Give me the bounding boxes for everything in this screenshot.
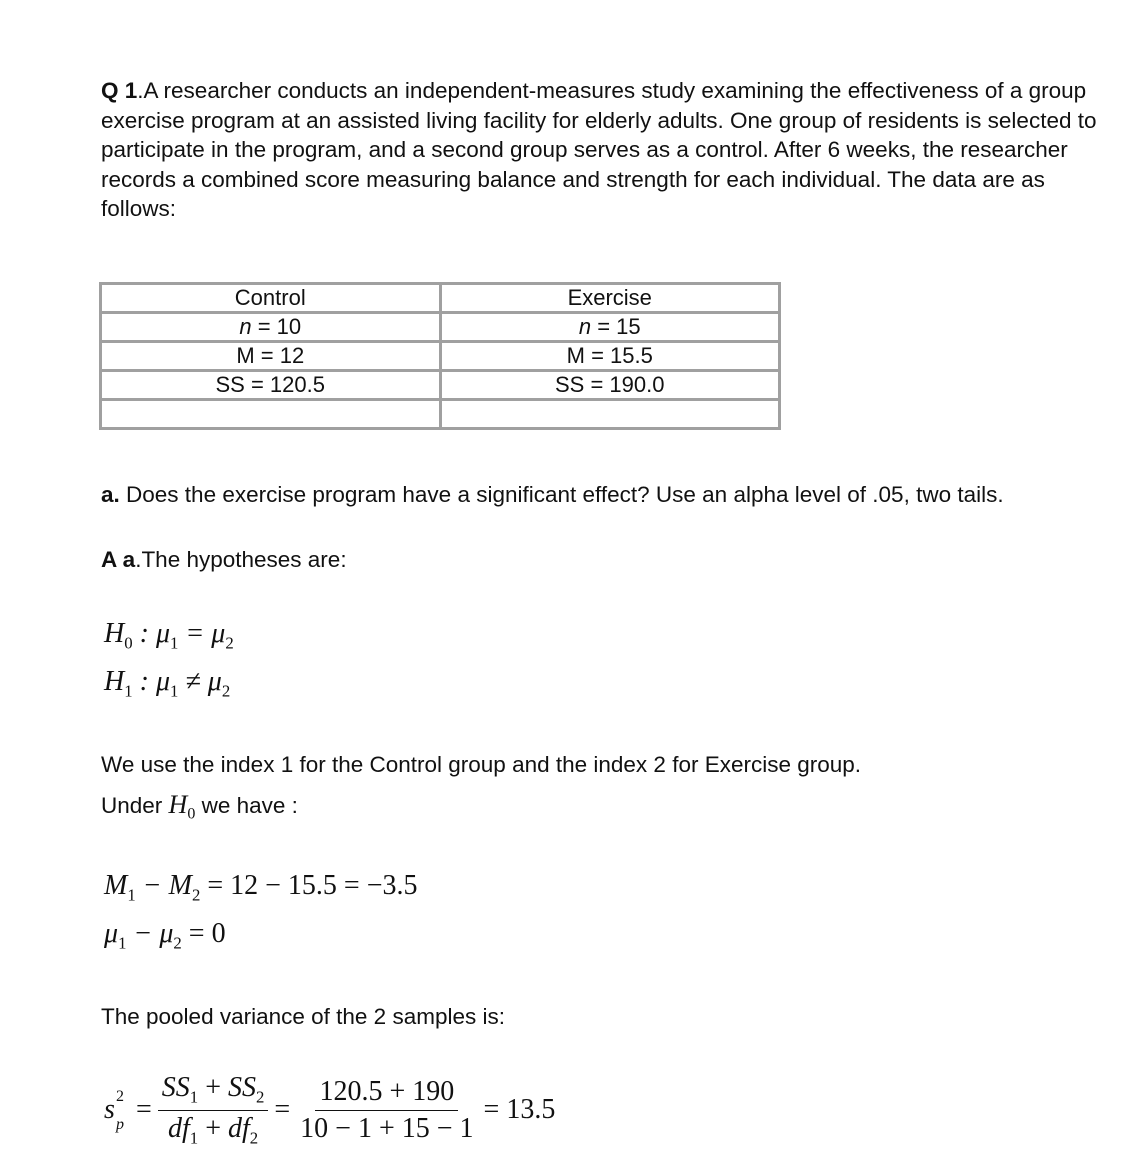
cell-text: = 15 xyxy=(591,314,641,339)
table-row xyxy=(101,313,780,342)
plus: + xyxy=(198,1112,228,1144)
answer-a xyxy=(101,545,1101,575)
table-cell: SS = 190.0 xyxy=(440,371,780,400)
numeric-fraction xyxy=(296,1076,477,1145)
denominator: 10 − 1 + 15 − 1 xyxy=(300,1112,474,1144)
subscript: p xyxy=(116,1116,124,1134)
subscript: 0 xyxy=(124,633,133,653)
plus: + xyxy=(198,1072,228,1103)
question-label: Q 1 xyxy=(101,78,138,103)
equals: = xyxy=(136,1094,152,1126)
index-note: We use the index 1 for the Control group and the index 2 for Exercise group. xyxy=(101,752,862,777)
part-a-question xyxy=(101,480,1101,510)
result: = 13.5 xyxy=(483,1094,556,1126)
table-cell: M = 15.5 xyxy=(440,342,780,371)
subscript: 2 xyxy=(249,1128,259,1148)
subscript: 0 xyxy=(187,805,196,823)
subscript: 2 xyxy=(221,681,231,701)
h-symbol: H xyxy=(104,666,125,697)
mean-difference xyxy=(104,870,418,906)
data-table xyxy=(99,282,781,430)
table-cell: M = 12 xyxy=(101,342,441,371)
var: SS xyxy=(161,1072,190,1103)
var: M xyxy=(104,870,128,901)
numerator xyxy=(158,1072,269,1111)
part-a-label: a. xyxy=(101,482,120,507)
subscript: 2 xyxy=(173,933,182,953)
numerator: 120.5 + 190 xyxy=(315,1076,458,1111)
table-header: Exercise xyxy=(440,284,780,313)
table-row xyxy=(101,371,780,400)
question-paragraph xyxy=(101,76,1101,224)
table-header-row xyxy=(101,284,780,313)
subscript: 2 xyxy=(225,633,234,653)
var: − M xyxy=(135,870,192,901)
h-symbol: H xyxy=(168,790,188,819)
formula-text: = 12 − 15.5 = −3.5 xyxy=(200,870,418,901)
under-h0 xyxy=(101,790,1101,829)
sp-squared xyxy=(104,1088,126,1134)
subscript: 1 xyxy=(189,1128,199,1148)
text: Under xyxy=(101,793,169,818)
formula-text: = 0 xyxy=(181,918,226,949)
subscript: 1 xyxy=(170,633,179,653)
table-cell: SS = 120.5 xyxy=(101,371,441,400)
alt-hypothesis xyxy=(104,666,230,702)
table-row xyxy=(101,342,780,371)
subscript: 2 xyxy=(191,885,201,905)
null-hypothesis xyxy=(104,618,234,654)
var: SS xyxy=(227,1072,256,1103)
var: df xyxy=(168,1112,190,1144)
answer-a-text: .The hypotheses are: xyxy=(135,547,347,572)
table-row xyxy=(101,400,780,429)
question-text: .A researcher conducts an independent-measures study examining the effectiveness of a group exercise program at an assisted living facility for elderly adults. One group of residents is selected to participate in the program, and a second group serves as a control. After 6 weeks, the researcher records a combined score measuring balance and strength for each individual. The data are as follows: xyxy=(101,78,1097,221)
var: μ xyxy=(104,918,119,949)
subscript: 1 xyxy=(118,933,127,953)
cell-text: = 10 xyxy=(251,314,302,339)
table-cell xyxy=(101,313,441,342)
var: df xyxy=(227,1112,250,1144)
text: we have : xyxy=(195,793,298,818)
table-cell xyxy=(101,400,441,429)
var-n: n xyxy=(578,314,592,339)
subscript: 2 xyxy=(255,1087,265,1107)
subscript: 1 xyxy=(124,681,133,701)
formula-text: ≠ μ xyxy=(178,666,222,697)
var-n: n xyxy=(239,314,252,339)
h-symbol: H xyxy=(104,618,125,649)
var: − μ xyxy=(126,918,174,949)
mu-difference xyxy=(104,918,226,954)
var: s xyxy=(104,1094,115,1126)
subscript: 1 xyxy=(170,681,179,701)
table-cell xyxy=(440,400,780,429)
table-header: Control xyxy=(101,284,441,313)
pooled-intro: The pooled variance of the 2 samples is: xyxy=(101,1004,505,1029)
table-cell xyxy=(440,313,780,342)
superscript: 2 xyxy=(116,1088,124,1106)
formula-text: : μ xyxy=(132,618,171,649)
subscript: 1 xyxy=(189,1087,199,1107)
pooled-variance-formula xyxy=(104,1072,555,1148)
formula-text: : μ xyxy=(132,666,171,697)
denominator xyxy=(164,1111,262,1149)
answer-a-label: A a xyxy=(101,547,136,572)
subscript: 1 xyxy=(127,885,136,905)
symbolic-fraction xyxy=(158,1072,269,1148)
equals: = xyxy=(274,1094,291,1126)
formula-text: = μ xyxy=(178,618,226,649)
part-a-text: Does the exercise program have a significant effect? Use an alpha level of .05, two tails. xyxy=(126,482,1004,507)
